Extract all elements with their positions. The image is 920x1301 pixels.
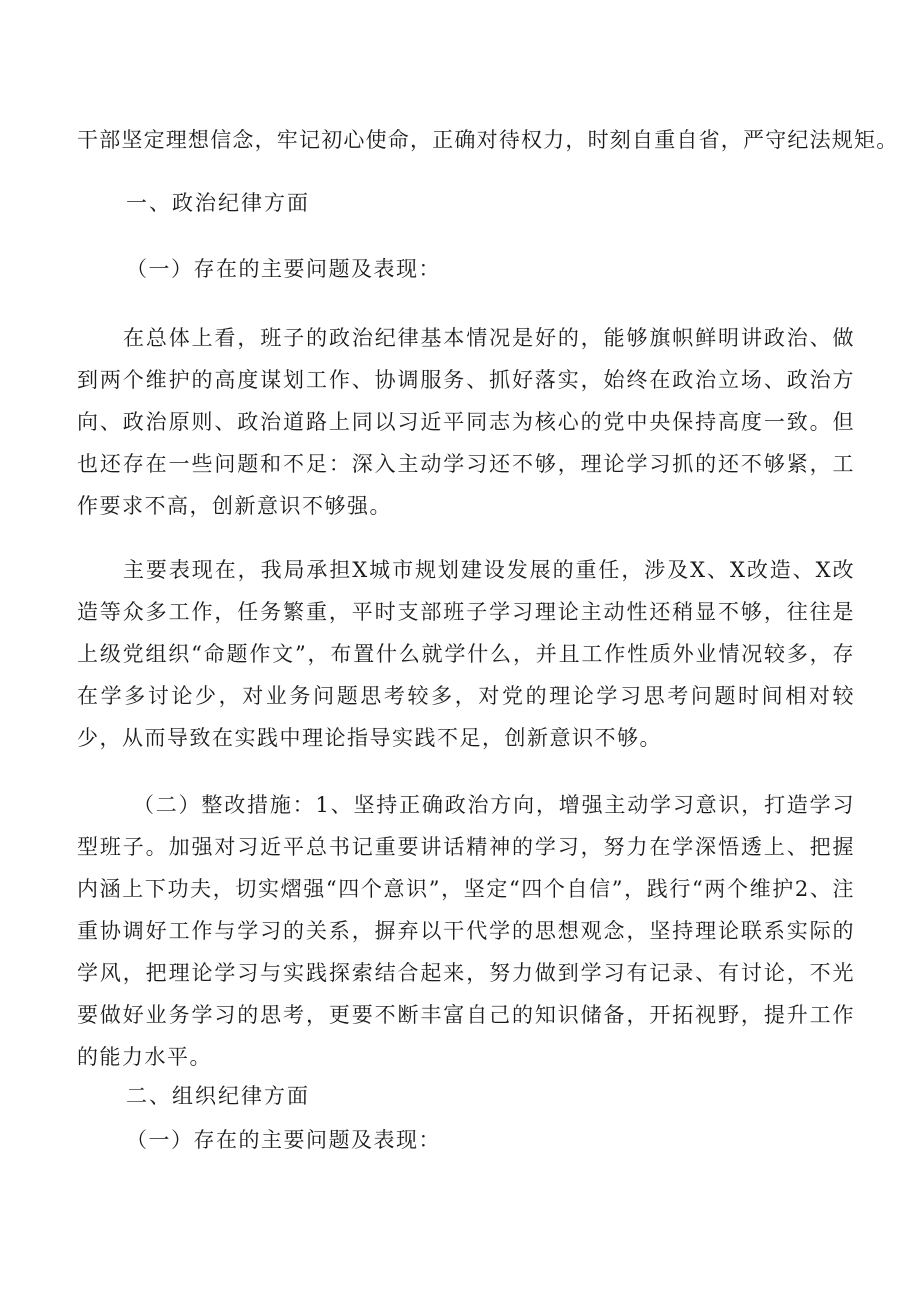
- paragraph-main-manifestations: 主要表现在，我局承担X城市规划建设发展的重任，涉及X、X改造、X改造等众多工作，任务繁重，平时支部班子学习理论主动性还稍显不够，往往是上级党组织“命题作文”，布置什么就学什么，并且工作性质外业情况较多，存在学多讨论少，对业务问题思考较多，对党的理论学习思考问题时间相对较少，从而导致在实践中理论指导实践不足，创新意识不够。: [77, 558, 855, 750]
- subsection-heading-problems-2: （一）存在的主要问题及表现：: [126, 1128, 441, 1152]
- paragraph-rectification-measures: （二）整改措施：1、坚持正确政治方向，增强主动学习意识，打造学习型班子。加强对习近平总书记重要讲话精神的学习，努力在学深悟透上、把握内涵上下功夫，切实熠强“四个意识”，坚定“四个自信”，践行“两个维护2、注重协调好工作与学习的关系，摒弃以干代学的思想观念，坚持理论联系实际的学风，把理论学习与实践探索结合起来，努力做到学习有记录、有讨论，不光要做好业务学习的思考，更要不断丰富自己的知识储备，开拓视野，提升工作的能力水平。: [77, 793, 855, 1069]
- section-heading-organizational-discipline: 二、组织纪律方面: [126, 1084, 310, 1108]
- subsection-heading-problems: （一）存在的主要问题及表现：: [126, 257, 441, 281]
- section-heading-political-discipline: 一、政治纪律方面: [126, 191, 310, 215]
- paragraph-overall-assessment: 在总体上看，班子的政治纪律基本情况是好的，能够旗帜鲜明讲政治、做到两个维护的高度谋划工作、协调服务、抓好落实，始终在政治立场、政治方向、政治原则、政治道路上同以习近平同志为核心的党中央保持高度一致。但也还存在一些问题和不足：深入主动学习还不够，理论学习抓的还不够紧，工作要求不高，创新意识不够强。: [77, 326, 855, 518]
- continuation-line: 干部坚定理想信念，牢记初心使命，正确对待权力，时刻自重自省，严守纪法规矩。: [77, 128, 899, 152]
